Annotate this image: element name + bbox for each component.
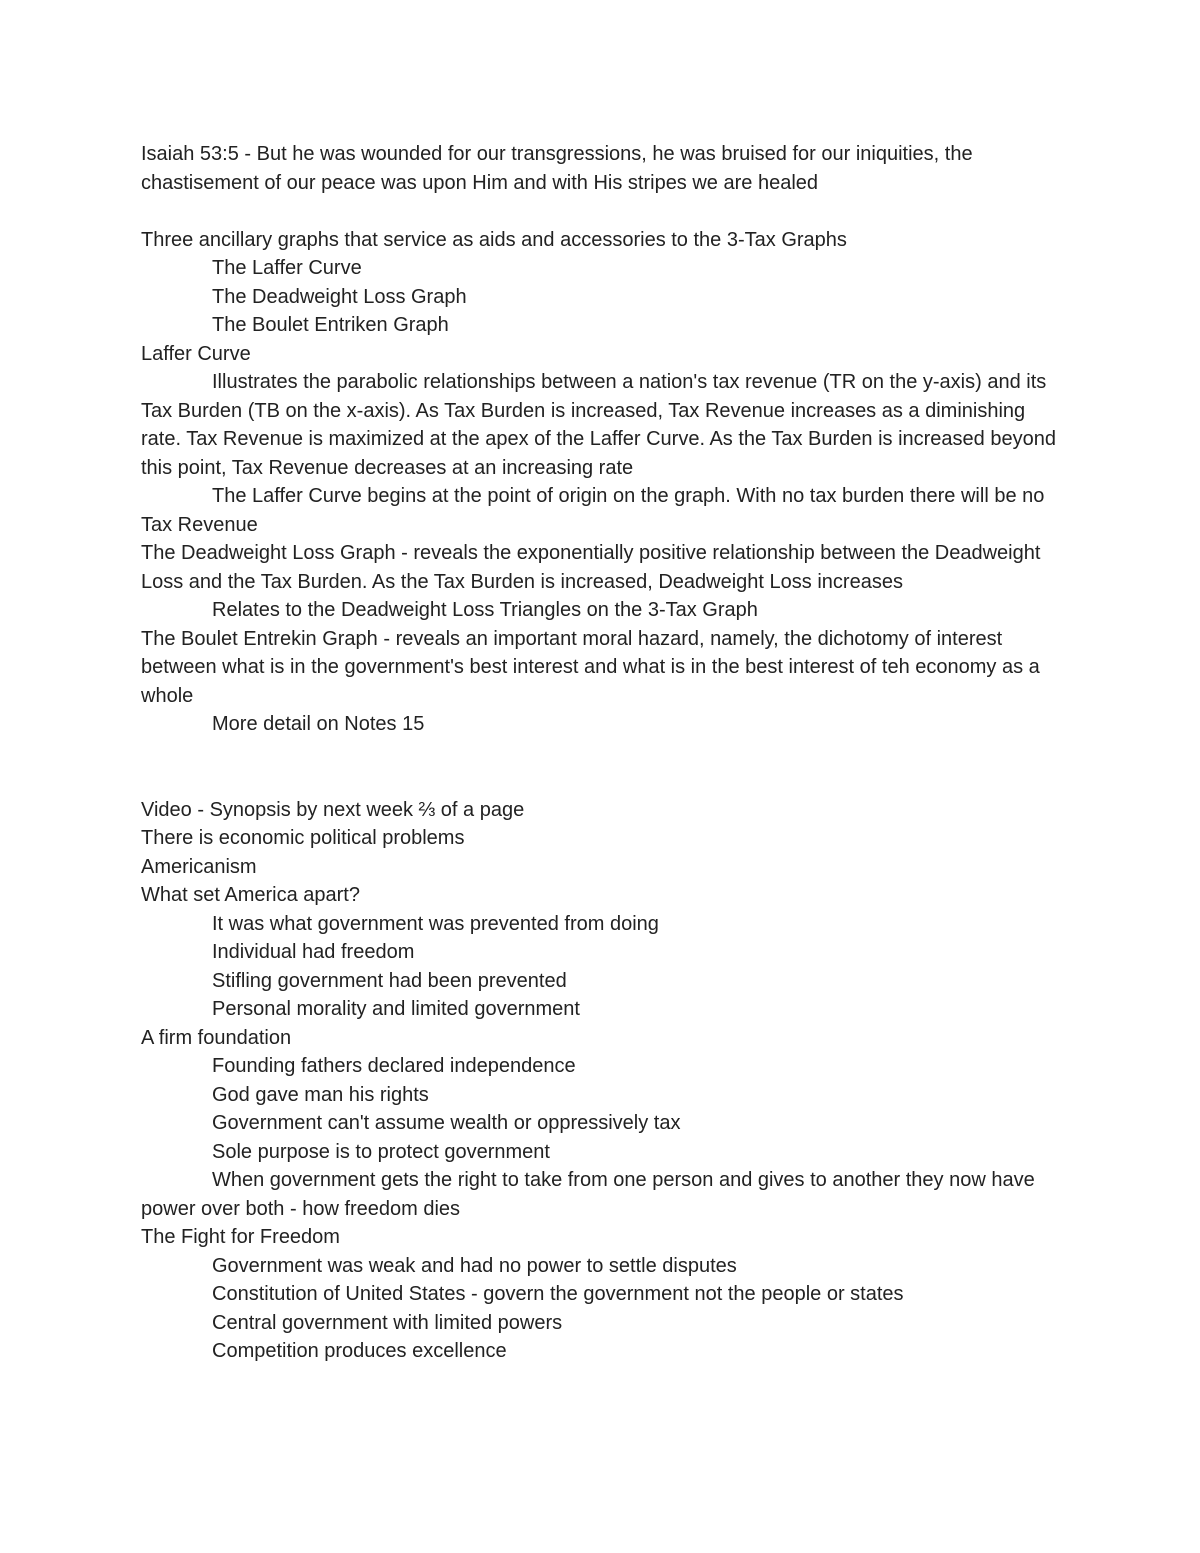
ancillary-item-deadweight: The Deadweight Loss Graph	[212, 285, 467, 308]
laffer-paragraph-1: Illustrates the parabolic relationships between a nation's tax revenue (TR on the y-axis) and its Tax Burden (TB on the x-axis). As Tax Burden is increased, Tax Revenue increases as a diminishing rate. Tax Revenue is maximized at the apex of the Laffer Curve. As the Tax Burden is increased beyond this point, Tax Revenue decreases at an increasing rate	[141, 371, 1056, 479]
laffer-paragraph-2: The Laffer Curve begins at the point of origin on the graph. With no tax burden there will be no Tax Revenue	[141, 485, 1045, 536]
document-page	[141, 140, 1061, 1366]
set-apart-heading: What set America apart?	[141, 884, 360, 906]
spacer	[141, 739, 1061, 796]
spacer	[141, 197, 1061, 226]
verse-paragraph: Isaiah 53:5 - But he was wounded for our transgressions, he was bruised for our iniquities, the chastisement of our peace was upon Him and with His stripes we are healed	[141, 143, 973, 194]
fight-item: Constitution of United States - govern the government not the people or states	[212, 1283, 904, 1305]
boulet-subnote: More detail on Notes 15	[212, 713, 425, 735]
set-apart-item: Individual had freedom	[212, 941, 415, 963]
fight-heading: The Fight for Freedom	[141, 1226, 340, 1248]
foundation-item: Founding fathers declared independence	[212, 1055, 576, 1077]
boulet-paragraph: The Boulet Entrekin Graph - reveals an important moral hazard, namely, the dichotomy of interest between what is in the government's best interest and what is in the best interest of teh economy as a whole	[141, 627, 1040, 707]
set-apart-item: It was what government was prevented from doing	[212, 912, 659, 935]
deadweight-paragraph: The Deadweight Loss Graph - reveals the exponentially positive relationship between the Deadweight Loss and the Tax Burden. As the Tax Burden is increased, Deadweight Loss increases	[141, 542, 1041, 593]
set-apart-item: Personal morality and limited government	[212, 998, 580, 1020]
foundation-heading: A firm foundation	[141, 1026, 292, 1049]
laffer-heading: Laffer Curve	[141, 342, 251, 365]
deadweight-subnote: Relates to the Deadweight Loss Triangles on the 3-Tax Graph	[212, 599, 758, 621]
ancillary-item-boulet: The Boulet Entriken Graph	[212, 314, 449, 336]
video-line: Video - Synopsis by next week ⅔ of a page	[141, 798, 525, 821]
problems-line: There is economic political problems	[141, 827, 465, 849]
fight-item: Government was weak and had no power to settle disputes	[212, 1254, 737, 1277]
fight-item: Competition produces excellence	[212, 1340, 507, 1362]
fight-item: Central government with limited powers	[212, 1311, 563, 1334]
set-apart-item: Stifling government had been prevented	[212, 969, 567, 992]
ancillary-item-laffer: The Laffer Curve	[212, 257, 362, 279]
foundation-item: Sole purpose is to protect government	[212, 1140, 550, 1163]
foundation-item: God gave man his rights	[212, 1083, 429, 1106]
americanism-line: Americanism	[141, 855, 257, 878]
foundation-item: When government gets the right to take from one person and gives to another they now have power over both - how freedom dies	[141, 1169, 1035, 1220]
foundation-item: Government can't assume wealth or oppressively tax	[212, 1112, 681, 1134]
ancillary-heading: Three ancillary graphs that service as aids and accessories to the 3-Tax Graphs	[141, 228, 847, 251]
